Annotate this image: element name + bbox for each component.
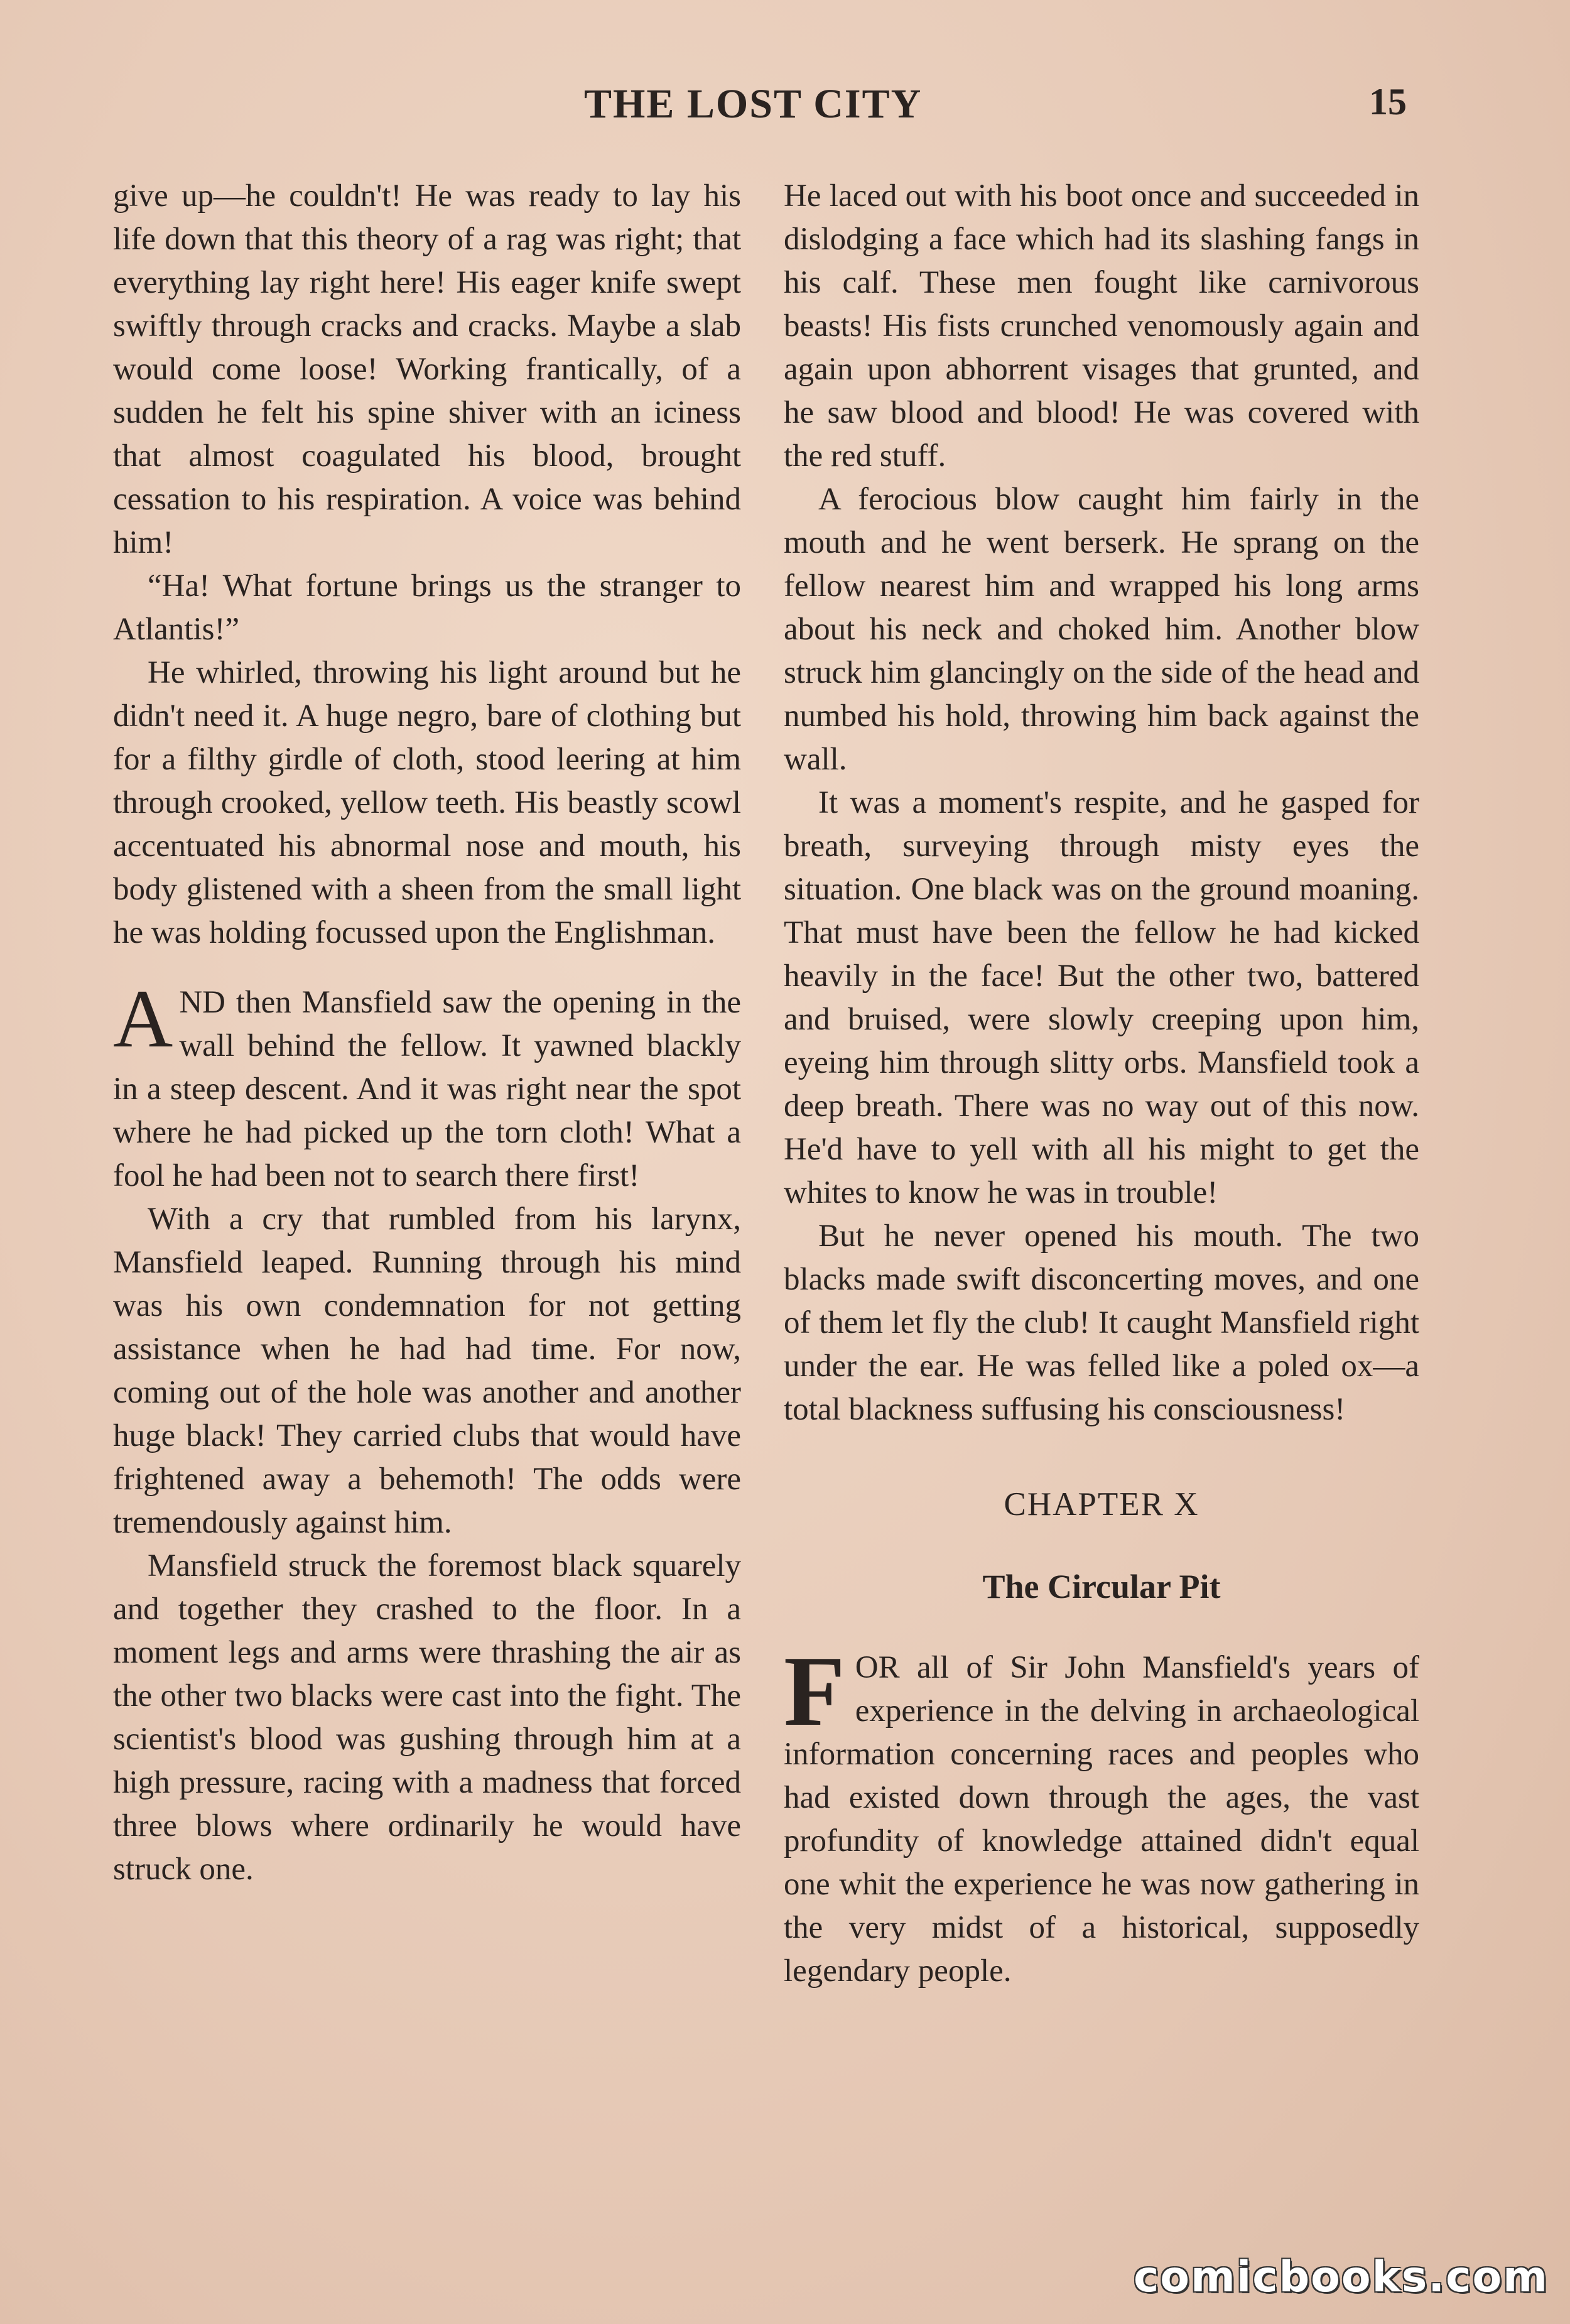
header-title: THE LOST CITY xyxy=(584,81,923,127)
paragraph-text: ND then Mansfield saw the opening in the wall behind the fellow. It yawned blackly in a steep descent. And it was right near the spot where he had picked up the torn cloth! What a fool he had been not to search there first! xyxy=(113,985,741,1193)
drop-cap: F xyxy=(784,1635,845,1747)
paragraph: With a cry that rumbled from his larynx, Mansfield leaped. Running through his mind was his own condemnation for not getting assistance when he had had time. For now, coming out of the hole was another and another huge black! They carried clubs that would have frightened away a behemoth! The odds were tremendously against him. xyxy=(113,1202,741,1540)
paragraph: “Ha! What fortune brings us the stranger to Atlantis!” xyxy=(113,568,741,647)
paragraph: But he never opened his mouth. The two blacks made swift disconcerting moves, and one of them let fly the club! It caught Mansfield right under the ear. He was felled like a poled ox—a total blackness suffusing his consciousness! xyxy=(784,1219,1419,1427)
paragraph: A ferocious blow caught him fairly in the mouth and he went berserk. He sprang on the fellow nearest him and wrapped his long arms about his neck and choked him. Another blow struck him glancingly on the side of the head and numbed his hold, throwing him back against the wall. xyxy=(784,482,1419,777)
page-number: 15 xyxy=(1369,81,1407,122)
running-header xyxy=(0,80,1570,137)
paragraph: Mansfield struck the foremost black squarely and together they crashed to the floor. In a moment legs and arms were thrashing the air as the other two blacks were cast into the fight. The scientist's blood was gushing through him at a high pressure, racing with a madness that forced three blows where ordinarily he would have struck one. xyxy=(113,1548,741,1887)
paragraph-with-drop-cap xyxy=(113,972,741,1198)
left-column xyxy=(113,175,741,1891)
paragraph: He laced out with his boot once and succeeded in dislodging a face which had its slashing fangs in his calf. These men fought like carnivorous beasts! His fists crunched venomously again and again upon abhorrent visages that grunted, and he saw blood and blood! He was covered with the red stuff. xyxy=(784,178,1419,474)
right-column xyxy=(784,175,1419,1993)
paragraph-text: OR all of Sir John Mansfield's years of experience in the delving in archaeological information concerning races and peoples who had existed down through the ages, the vast profundity of knowledge attained didn't equal one whit the experience he was now gathering in the very midst of a historical, supposedly legendary people. xyxy=(784,1650,1419,1989)
drop-cap: A xyxy=(113,972,173,1065)
paragraph-with-drop-cap xyxy=(784,1635,1419,1993)
paragraph: give up—he couldn't! He was ready to lay his life down that this theory of a rag was right; that everything lay right here! His eager knife swept swiftly through cracks and cracks. Maybe a slab would come loose! Working frantically, of a sudden he felt his spine shiver with an iciness that almost coagulated his blood, brought cessation to his respiration. A voice was behind him! xyxy=(113,178,741,560)
watermark-logo: comicbooks.com xyxy=(1134,2252,1549,2302)
paragraph: He whirled, throwing his light around but he didn't need it. A huge negro, bare of clothing but for a filthy girdle of cloth, stood leering at him through crooked, yellow teeth. His beastly scowl accentuated his abnormal nose and mouth, his body glistened with a sheen from the small light he was holding focussed upon the Englishman. xyxy=(113,655,741,950)
paragraph: It was a moment's respite, and he gasped for breath, surveying through misty eyes the situation. One black was on the ground moaning. That must have been the fellow he had kicked heavily in the face! But the other two, battered and bruised, were slowly creeping upon him, eyeing him through slitty orbs. Mansfield took a deep breath. There was no way out of this now. He'd have to yell with all his might to get the whites to know he was in trouble! xyxy=(784,785,1419,1210)
chapter-number: CHAPTER X xyxy=(1004,1486,1199,1523)
section-gap xyxy=(113,955,741,981)
chapter-title: The Circular Pit xyxy=(982,1568,1221,1605)
